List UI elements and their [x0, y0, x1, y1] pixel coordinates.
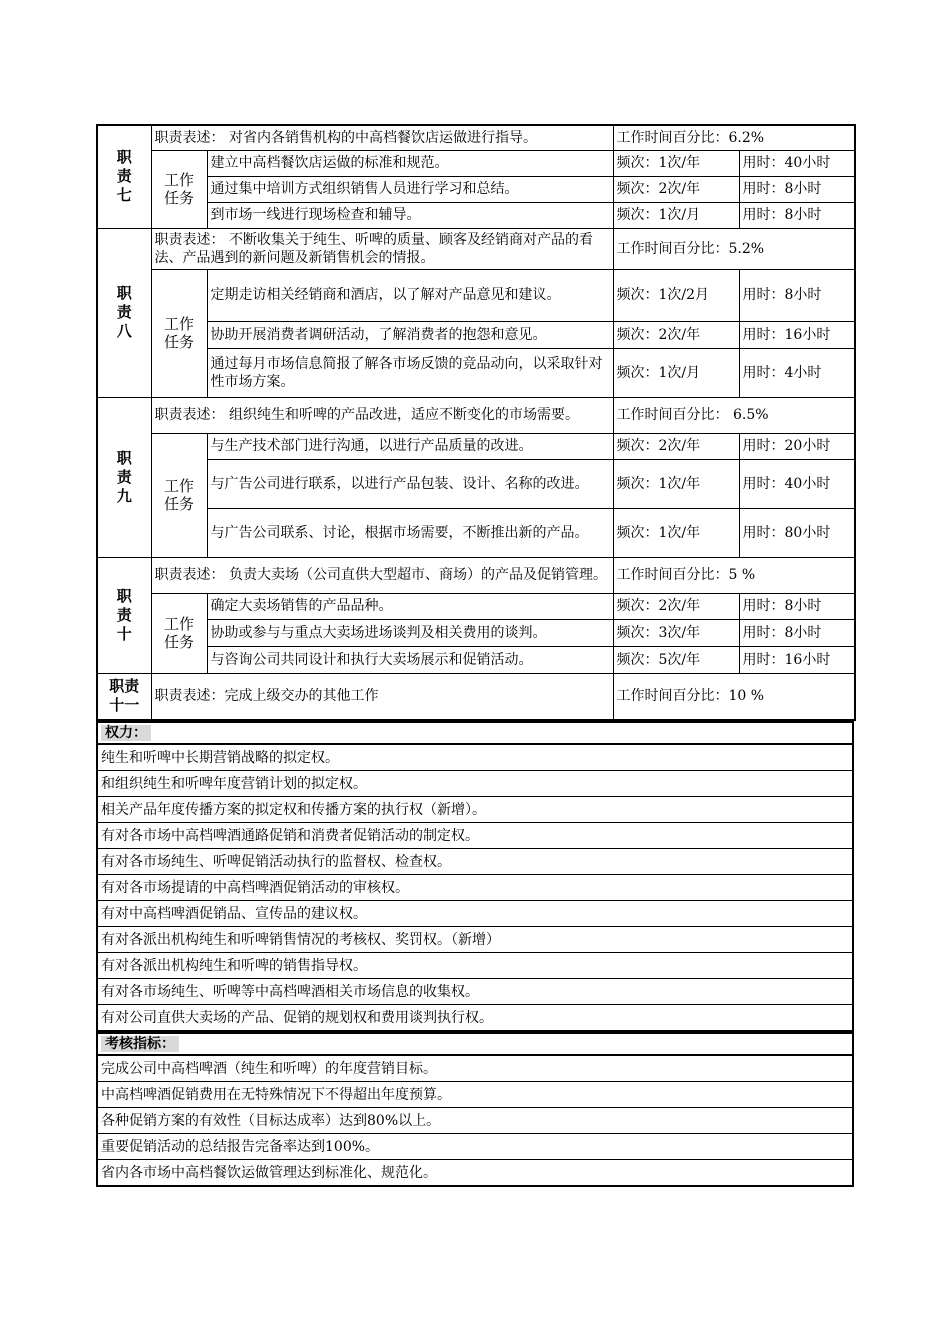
power-item: 有对公司直供大卖场的产品、促销的规划权和费用谈判执行权。 — [97, 1005, 853, 1032]
task-text: 到市场一线进行现场检查和辅导。 — [207, 202, 613, 228]
duty-title-char: 责 — [116, 605, 132, 624]
kpi-item: 完成公司中高档啤酒（纯生和听啤）的年度营销目标。 — [97, 1055, 853, 1082]
duty-eleven-time-percent: 工作时间百分比：10 % — [613, 673, 855, 720]
power-row — [97, 1005, 853, 1032]
power-item: 有对各市场中高档啤酒通路促销和消费者促销活动的制定权。 — [97, 823, 853, 849]
task-duration: 用时：40小时 — [739, 459, 855, 508]
kpi-item: 各种促销方案的有效性（目标达成率）达到80%以上。 — [97, 1108, 853, 1134]
task-duration: 用时：8小时 — [739, 593, 855, 619]
duty-title-char: 十 — [116, 624, 132, 643]
duty-title-char: 九 — [116, 486, 132, 505]
task-frequency: 频次：1次/月 — [613, 202, 739, 228]
task-frequency: 频次：1次/月 — [613, 348, 739, 397]
task-label-line: 任务 — [163, 333, 194, 351]
duty-eleven-title — [97, 673, 151, 720]
power-item: 有对中高档啤酒促销品、宣传品的建议权。 — [97, 901, 853, 927]
power-item: 有对各派出机构纯生和听啤销售情况的考核权、奖罚权。（新增） — [97, 927, 853, 953]
kpi-row — [97, 1134, 853, 1160]
task-row — [97, 433, 855, 459]
power-item: 和组织纯生和听啤年度营销计划的拟定权。 — [97, 771, 853, 797]
power-row — [97, 901, 853, 927]
duty-eight-desc-row — [97, 228, 855, 269]
kpi-item: 省内各市场中高档餐饮运做管理达到标准化、规范化。 — [97, 1160, 853, 1187]
task-label-line: 工作 — [163, 615, 194, 633]
task-label-line: 任务 — [163, 633, 194, 651]
power-row — [97, 953, 853, 979]
duty-ten-time-percent: 工作时间百分比：5 % — [613, 557, 855, 593]
kpi-row — [97, 1108, 853, 1134]
duty-ten-title — [97, 557, 151, 673]
power-row — [97, 797, 853, 823]
kpi-item: 中高档啤酒促销费用在无特殊情况下不得超出年度预算。 — [97, 1082, 853, 1108]
duty-nine-title — [97, 397, 151, 557]
duty-seven-description: 职责表述： 对省内各销售机构的中高档餐饮店运做进行指导。 — [151, 125, 613, 150]
task-label-line: 工作 — [163, 315, 194, 333]
task-frequency: 频次：1次/年 — [613, 150, 739, 176]
task-frequency: 频次：2次/年 — [613, 321, 739, 348]
task-frequency: 频次：1次/年 — [613, 459, 739, 508]
task-row — [97, 619, 855, 646]
task-text: 通过每月市场信息简报了解各市场反馈的竞品动向，以采取针对性市场方案。 — [207, 348, 613, 397]
duty-title-char: 职 — [116, 586, 132, 605]
task-text: 与咨询公司共同设计和执行大卖场展示和促销活动。 — [207, 646, 613, 673]
duty-ten-desc-row — [97, 557, 855, 593]
task-duration: 用时：8小时 — [739, 269, 855, 321]
task-text: 与广告公司进行联系，以进行产品包装、设计、名称的改进。 — [207, 459, 613, 508]
kpi-heading: 考核指标： — [101, 1036, 179, 1052]
power-item: 有对各市场纯生、听啤促销活动执行的监督权、检查权。 — [97, 849, 853, 875]
task-row — [97, 646, 855, 673]
task-text: 与生产技术部门进行沟通，以进行产品质量的改进。 — [207, 433, 613, 459]
task-frequency: 频次：1次/年 — [613, 508, 739, 557]
task-row — [97, 176, 855, 202]
duty-title-char: 责 — [116, 167, 132, 186]
task-text: 通过集中培训方式组织销售人员进行学习和总结。 — [207, 176, 613, 202]
task-duration: 用时：16小时 — [739, 321, 855, 348]
kpi-item: 重要促销活动的总结报告完备率达到100%。 — [97, 1134, 853, 1160]
task-duration: 用时：16小时 — [739, 646, 855, 673]
powers-heading: 权力： — [101, 725, 151, 741]
task-row — [97, 508, 855, 557]
duty-eight-title — [97, 228, 151, 397]
duty-nine-description: 职责表述： 组织纯生和听啤的产品改进，适应不断变化的市场需要。 — [151, 397, 613, 433]
duty-seven-time-percent: 工作时间百分比：6.2% — [613, 125, 855, 150]
task-text: 与广告公司联系、讨论，根据市场需要，不断推出新的产品。 — [207, 508, 613, 557]
task-duration: 用时：4小时 — [739, 348, 855, 397]
task-label-line: 任务 — [163, 189, 194, 207]
power-item: 有对各市场提请的中高档啤酒促销活动的审核权。 — [97, 875, 853, 901]
duty-eleven-row — [97, 673, 855, 720]
duty-nine-task-label — [151, 433, 207, 557]
duty-title-line: 十一 — [109, 696, 140, 715]
task-duration: 用时：8小时 — [739, 202, 855, 228]
power-row — [97, 849, 853, 875]
power-row — [97, 823, 853, 849]
power-row — [97, 875, 853, 901]
duty-title-char: 职 — [116, 284, 132, 302]
task-duration: 用时：20小时 — [739, 433, 855, 459]
kpi-row — [97, 1160, 853, 1187]
task-row — [97, 593, 855, 619]
task-text: 协助或参与与重点大卖场进场谈判及相关费用的谈判。 — [207, 619, 613, 646]
kpi-table — [96, 1032, 854, 1187]
power-item: 相关产品年度传播方案的拟定权和传播方案的执行权（新增）。 — [97, 797, 853, 823]
task-frequency: 频次：2次/年 — [613, 593, 739, 619]
duty-title-char: 职 — [116, 148, 132, 167]
duty-seven-task-label — [151, 150, 207, 228]
task-duration: 用时：8小时 — [739, 176, 855, 202]
duties-table — [96, 124, 856, 721]
power-row — [97, 744, 853, 771]
task-row — [97, 202, 855, 228]
duty-title-char: 责 — [116, 303, 132, 321]
task-duration: 用时：80小时 — [739, 508, 855, 557]
task-row — [97, 321, 855, 348]
power-row — [97, 979, 853, 1005]
power-row — [97, 771, 853, 797]
task-label-line: 任务 — [163, 495, 194, 513]
duty-seven-desc-row — [97, 125, 855, 150]
duty-eight-task-label — [151, 269, 207, 397]
duty-title-char: 职 — [116, 448, 132, 467]
duty-nine-time-percent: 工作时间百分比： 6.5% — [613, 397, 855, 433]
task-text: 确定大卖场销售的产品品种。 — [207, 593, 613, 619]
task-row — [97, 459, 855, 508]
task-frequency: 频次：2次/年 — [613, 176, 739, 202]
duty-eight-description: 职责表述： 不断收集关于纯生、听啤的质量、顾客及经销商对产品的看法、产品遇到的新问题及新销售机会的情报。 — [151, 228, 613, 269]
job-description-document — [96, 124, 854, 1187]
duty-ten-description: 职责表述： 负责大卖场（公司直供大型超市、商场）的产品及促销管理。 — [151, 557, 613, 593]
duty-title-char: 责 — [116, 467, 132, 486]
task-text: 定期走访相关经销商和酒店，以了解对产品意见和建议。 — [207, 269, 613, 321]
task-duration: 用时：40小时 — [739, 150, 855, 176]
power-item: 纯生和听啤中长期营销战略的拟定权。 — [97, 744, 853, 771]
task-label-line: 工作 — [163, 477, 194, 495]
powers-table — [96, 721, 854, 1032]
task-frequency: 频次：3次/年 — [613, 619, 739, 646]
power-item: 有对各派出机构纯生和听啤的销售指导权。 — [97, 953, 853, 979]
kpi-row — [97, 1082, 853, 1108]
task-row — [97, 348, 855, 397]
task-text: 建立中高档餐饮店运做的标准和规范。 — [207, 150, 613, 176]
task-frequency: 频次：5次/年 — [613, 646, 739, 673]
duty-title-line: 职责 — [109, 677, 140, 696]
duty-eleven-description: 职责表述：完成上级交办的其他工作 — [151, 673, 613, 720]
power-row — [97, 927, 853, 953]
power-item: 有对各市场纯生、听啤等中高档啤酒相关市场信息的收集权。 — [97, 979, 853, 1005]
task-row — [97, 150, 855, 176]
duty-title-char: 七 — [116, 186, 132, 205]
duty-seven-title — [97, 125, 151, 228]
duty-ten-task-label — [151, 593, 207, 673]
task-row — [97, 269, 855, 321]
duty-eight-time-percent: 工作时间百分比：5.2% — [613, 228, 855, 269]
task-label-line: 工作 — [163, 171, 194, 189]
task-frequency: 频次：2次/年 — [613, 433, 739, 459]
task-text: 协助开展消费者调研活动，了解消费者的抱怨和意见。 — [207, 321, 613, 348]
duty-nine-desc-row — [97, 397, 855, 433]
kpi-row — [97, 1055, 853, 1082]
task-duration: 用时：8小时 — [739, 619, 855, 646]
task-frequency: 频次：1次/2月 — [613, 269, 739, 321]
duty-title-char: 八 — [116, 322, 132, 340]
